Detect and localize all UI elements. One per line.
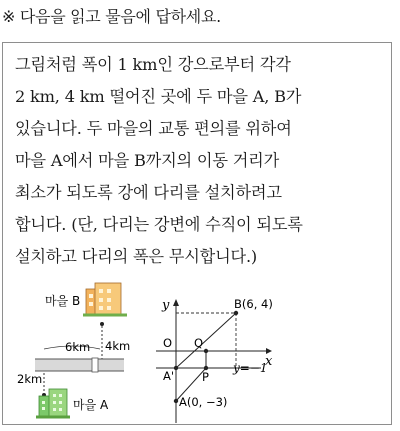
- dist-2-label: 2km: [17, 372, 43, 386]
- instruction-header: ※ 다음을 읽고 물음에 답하세요.: [2, 7, 221, 26]
- problem-line: 2 km, 4 km 떨어진 곳에 두 마을 A, B가: [15, 87, 302, 106]
- problem-box: [2, 42, 392, 425]
- problem-line: 최소가 되도록 강에 다리를 설치하려고: [15, 183, 282, 202]
- building-a-icon: [36, 389, 70, 417]
- problem-line: 합니다. (단, 다리는 강변에 수직이 되도록: [15, 215, 303, 234]
- point-b-label: B(6, 4): [234, 297, 273, 311]
- village-b-label: 마을 B: [45, 294, 81, 308]
- dist-6-label: 6km: [65, 340, 91, 354]
- origin-label: O: [163, 336, 173, 350]
- river-map-figure: [3, 43, 393, 426]
- point-a-prime-label: A': [163, 369, 175, 383]
- problem-line: 마을 A에서 마을 B까지의 이동 거리가: [15, 151, 280, 170]
- river: [35, 358, 124, 372]
- point-q-label: Q: [194, 336, 204, 350]
- point-a-prime: [174, 366, 178, 370]
- point-b: [234, 311, 238, 315]
- problem-line: 그림처럼 폭이 1 km인 강으로부터 각각: [15, 55, 291, 74]
- village-a-label: 마을 A: [73, 398, 109, 412]
- y-axis-arrow-icon: [173, 299, 179, 306]
- point-q: [204, 349, 208, 353]
- line-eq-label: y=−1: [233, 361, 268, 375]
- x-axis-label: x: [265, 354, 273, 369]
- building-b-icon: [83, 283, 127, 315]
- point-a: [174, 399, 178, 403]
- point-b-dot: [100, 322, 104, 326]
- problem-line: 있습니다. 두 마을의 교통 편의를 위하여: [15, 119, 292, 138]
- bridge: [92, 358, 98, 372]
- problem-line: 설치하고 다리의 폭은 무시합니다.): [15, 247, 258, 266]
- point-p-label: P: [202, 370, 209, 384]
- y-axis-label: y: [162, 298, 170, 313]
- point-a-label: A(0, −3): [179, 395, 228, 409]
- dist-4-label: 4km: [105, 339, 131, 353]
